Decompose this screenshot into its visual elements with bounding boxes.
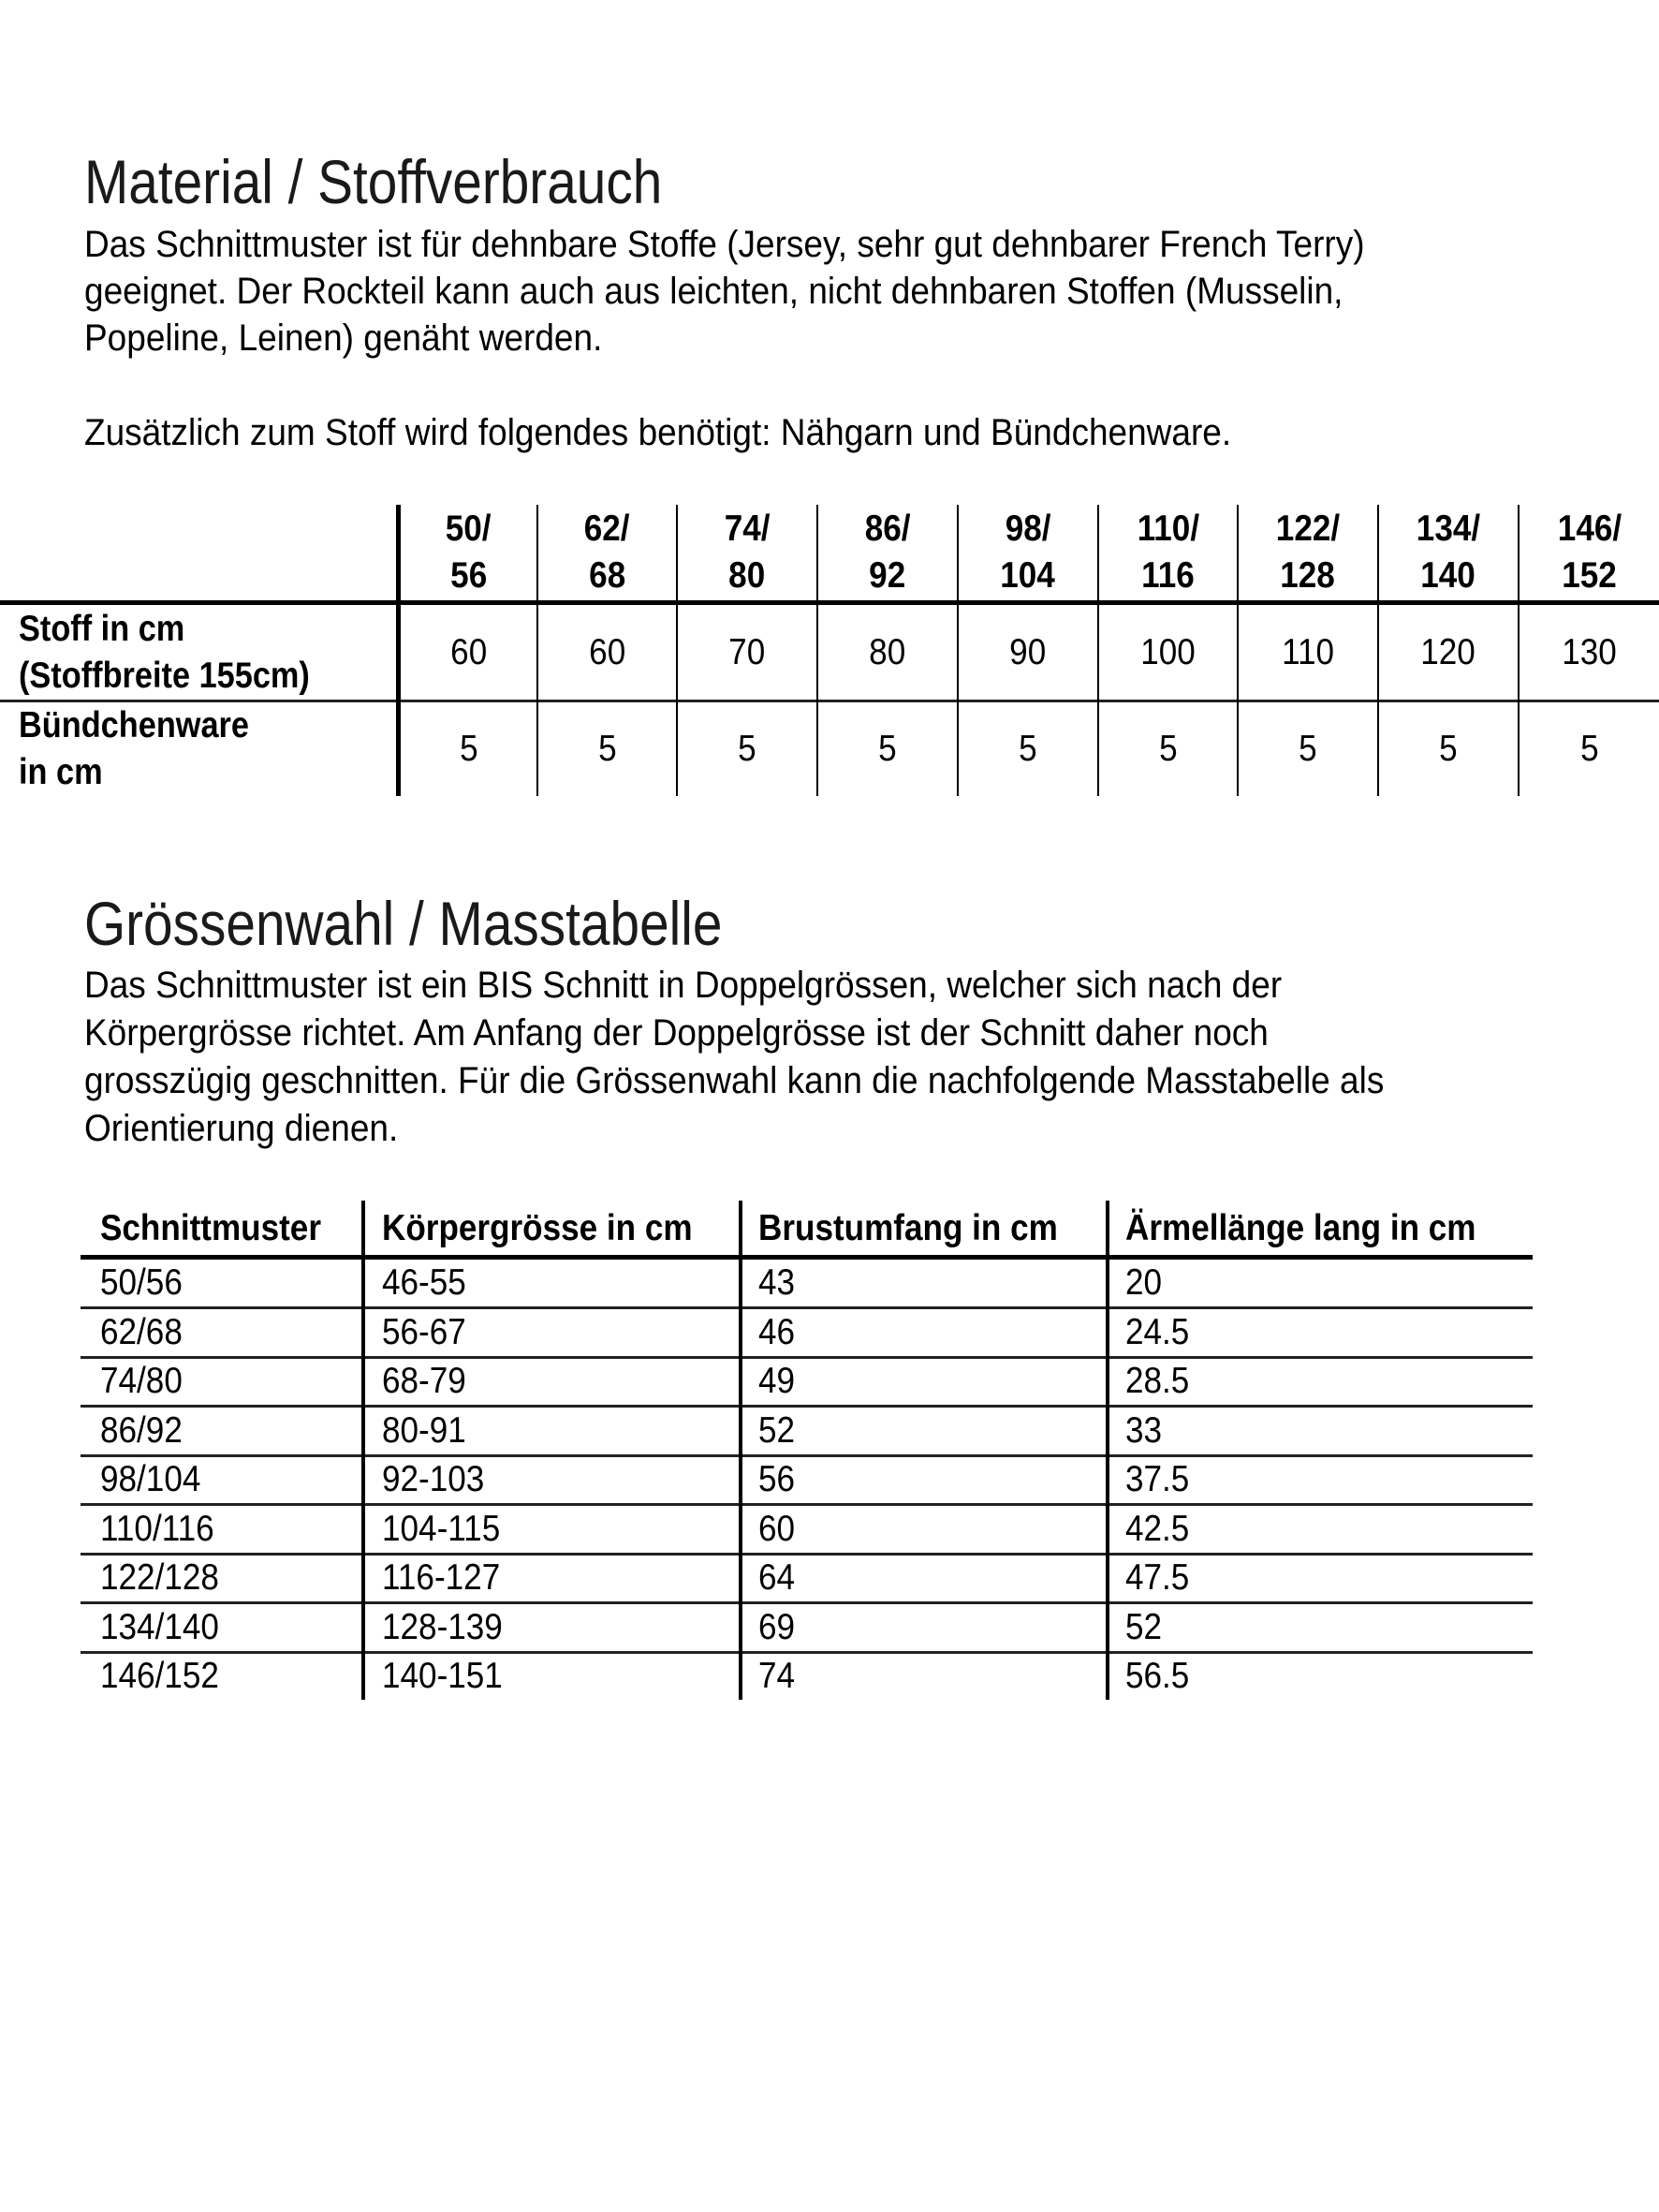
cell-chest [758,1555,799,1601]
cell-value: 5 [1579,729,1599,769]
size-header-bottom: 140 [1420,555,1476,596]
table-row [81,1408,1533,1457]
cell-value: 110 [1282,631,1334,672]
cell-value: 90 [1009,631,1047,672]
cell-chest [758,1604,799,1651]
paragraph-line [84,409,1325,456]
size-header-top: 50/ [446,509,492,549]
ribbing-value-cell [1379,702,1518,796]
cell-pattern-size [100,1309,192,1356]
fabric-value-cell [1239,605,1377,700]
cell-body-height [382,1260,476,1306]
ribbing-value-cell [1099,702,1237,796]
cell-value: 43 [758,1262,796,1303]
header-cell [382,1208,727,1255]
cell-pattern-size [100,1604,232,1651]
paragraph-line [84,962,1490,1010]
size-column-header [538,505,676,600]
size-chart-table [81,1201,1533,1700]
cell-value: 69 [758,1606,796,1647]
cell-value: 5 [1439,729,1458,769]
cell-value: 74 [758,1656,796,1696]
paragraph-line [84,221,1468,268]
cell-body-height [382,1653,516,1700]
header-pattern-size: Schnittmuster [100,1208,321,1248]
table-row [81,1604,1533,1654]
size-column-header [1379,505,1518,600]
cell-pattern-size [100,1555,232,1601]
size-header-top: 122/ [1275,509,1341,549]
cell-value: 86/92 [100,1409,183,1451]
paragraph-line [84,1010,1490,1057]
cell-value: 80 [869,631,906,672]
header-chest: Brustumfang in cm [758,1208,1058,1248]
cell-sleeve-length [1125,1260,1166,1306]
size-header-bottom: 116 [1141,555,1195,596]
cell-pattern-size [100,1506,227,1553]
ribbing-value-cell [959,702,1097,796]
cell-value: 42.5 [1125,1508,1190,1549]
cell-value: 140-151 [382,1656,503,1696]
cell-value: 128-139 [382,1606,503,1647]
ribbing-value-cell [1239,702,1377,796]
cell-value: 52 [758,1409,796,1451]
row-label-line: in cm [19,752,103,792]
cell-value: 80-91 [382,1409,466,1451]
cell-value: 5 [878,729,897,769]
cell-value: 110/116 [100,1508,214,1549]
table-row [81,1555,1533,1604]
cell-chest [758,1309,799,1356]
size-header-bottom: 128 [1280,555,1336,596]
paragraph-line-text: Orientierung dienen. [84,1108,399,1149]
cell-sleeve-length [1125,1653,1197,1700]
sizes-title-text: Grössenwahl / Masstabelle [84,889,723,958]
cell-pattern-size [100,1260,192,1306]
ribbing-value-cell [401,702,536,796]
size-header-top: 146/ [1557,509,1622,549]
paragraph-line [84,315,1468,361]
paragraph-line [84,268,1468,315]
cell-value: 146/152 [100,1656,219,1696]
cell-value: 60 [588,631,626,672]
row-label-line: Bündchenware [19,705,250,745]
column-divider [739,1201,742,1700]
cell-chest [758,1653,799,1700]
cell-pattern-size [100,1358,192,1405]
paragraph-line [84,1105,1490,1153]
cell-value: 37.5 [1125,1459,1190,1499]
paragraph-line-text: geeignet. Der Rockteil kann auch aus leichten, nicht dehnbaren Stoffen (Musselin, [84,271,1343,312]
size-column-header [1099,505,1237,600]
table-row [81,1260,1533,1309]
cell-chest [758,1506,799,1553]
fabric-value-cell [1379,605,1518,700]
cell-value: 60 [449,631,488,672]
size-chart-header-row [81,1201,1533,1260]
cell-value: 122/128 [100,1557,219,1598]
size-column-header [1239,505,1377,600]
size-column-header [959,505,1097,600]
cell-value: 5 [597,729,617,769]
header-cell [758,1208,1091,1255]
fabric-value-cell [678,605,816,700]
header-body-height: Körpergrösse in cm [382,1208,693,1248]
size-header-bottom: 92 [869,555,906,596]
cell-sleeve-length [1125,1456,1197,1503]
size-column-header [1520,505,1659,600]
cell-value: 100 [1140,631,1196,672]
row-label-ribbing [19,702,393,796]
size-header-top: 110/ [1137,509,1199,549]
cell-body-height [382,1408,476,1454]
cell-body-height [382,1358,476,1405]
cell-sleeve-length [1125,1358,1197,1405]
paragraph-line-text: Das Schnittmuster ist für dehnbare Stoffe (Jersey, sehr gut dehnbarer French Terry) [84,224,1365,265]
size-header-bottom: 152 [1562,555,1617,596]
cell-pattern-size [100,1456,212,1503]
size-header-top: 86/ [864,509,911,549]
fabric-value-cell [538,605,676,700]
size-column-header [818,505,957,600]
cell-sleeve-length [1125,1506,1197,1553]
ribbing-value-cell [818,702,957,796]
cell-value: 5 [459,729,478,769]
paragraph-line-text: grosszügig geschnitten. Für die Grössenwahl kann die nachfolgende Masstabelle als [84,1060,1385,1101]
cell-value: 68-79 [382,1361,466,1401]
size-header-top: 62/ [584,509,630,549]
paragraph-line-text: Popeline, Leinen) genäht werden. [84,317,603,359]
cell-chest [758,1260,799,1306]
cell-value: 50/56 [100,1262,183,1303]
cell-value: 134/140 [100,1606,219,1647]
cell-body-height [382,1604,516,1651]
ribbing-value-cell [1520,702,1659,796]
header-cell [100,1208,345,1255]
sizes-paragraph [84,962,1490,1153]
ribbing-value-cell [538,702,676,796]
cell-value: 33 [1125,1409,1163,1451]
table-row [81,1506,1533,1556]
cell-value: 64 [758,1557,796,1598]
material-additional-note [84,409,1325,456]
cell-value: 70 [728,631,766,672]
size-header-bottom: 68 [588,555,626,596]
fabric-value-cell [818,605,957,700]
cell-value: 56-67 [382,1311,466,1352]
cell-value: 47.5 [1125,1557,1190,1598]
cell-value: 60 [758,1508,796,1549]
row-label-line: (Stoffbreite 155cm) [19,655,310,696]
table-row [81,1653,1533,1700]
size-header-top: 74/ [724,509,771,549]
cell-chest [758,1408,799,1454]
additional-note-text: Zusätzlich zum Stoff wird folgendes benötigt: Nähgarn und Bündchenware. [84,412,1232,453]
cell-chest [758,1358,799,1405]
size-header-bottom: 56 [449,555,488,596]
cell-value: 5 [1019,729,1037,769]
header-cell [1125,1208,1515,1255]
material-paragraph [84,221,1468,361]
cell-sleeve-length [1125,1555,1197,1601]
sizes-title [84,886,826,961]
fabric-consumption-table [0,505,1659,796]
cell-sleeve-length [1125,1604,1166,1651]
cell-value: 46-55 [382,1262,466,1303]
size-header-bottom: 104 [1000,555,1056,596]
cell-value: 20 [1125,1262,1163,1303]
size-column-header [678,505,816,600]
material-title [84,144,756,219]
ribbing-value-cell [678,702,816,796]
cell-body-height [382,1555,513,1601]
fabric-value-cell [1520,605,1659,700]
cell-sleeve-length [1125,1309,1197,1356]
cell-value: 5 [1299,729,1317,769]
cell-value: 24.5 [1125,1311,1190,1352]
cell-value: 46 [758,1311,796,1352]
cell-value: 62/68 [100,1311,183,1352]
row-label-line: Stoff in cm [19,608,185,649]
cell-body-height [382,1309,476,1356]
cell-pattern-size [100,1408,192,1454]
cell-pattern-size [100,1653,232,1700]
paragraph-line [84,1057,1490,1105]
size-header-top: 134/ [1416,509,1481,549]
size-column-header [401,505,536,600]
fabric-value-cell [959,605,1097,700]
row-label-fabric [19,605,393,700]
cell-value: 98/104 [100,1459,201,1499]
paragraph-line-text: Das Schnittmuster ist ein BIS Schnitt in Doppelgrössen, welcher sich nach der [84,965,1283,1006]
cell-value: 120 [1420,631,1476,672]
cell-value: 56 [758,1459,796,1499]
cell-chest [758,1456,799,1503]
fabric-value-cell [401,605,536,700]
paragraph-line-text: Körpergrösse richtet. Am Anfang der Doppelgrösse ist der Schnitt daher noch [84,1012,1269,1054]
cell-value: 104-115 [382,1508,501,1549]
size-header-bottom: 80 [728,555,766,596]
fabric-value-cell [1099,605,1237,700]
column-divider [1106,1201,1109,1700]
cell-value: 49 [758,1361,796,1401]
cell-value: 116-127 [382,1557,501,1598]
cell-value: 74/80 [100,1361,183,1401]
header-sleeve-length: Ärmellänge lang in cm [1125,1208,1476,1248]
cell-body-height [382,1456,495,1503]
cell-body-height [382,1506,513,1553]
cell-sleeve-length [1125,1408,1166,1454]
cell-value: 52 [1125,1606,1163,1647]
table-row [81,1456,1533,1506]
cell-value: 5 [738,729,756,769]
material-title-text: Material / Stoffverbrauch [84,147,663,216]
column-divider [361,1201,365,1700]
cell-value: 130 [1562,631,1617,672]
cell-value: 28.5 [1125,1361,1190,1401]
table-row [81,1358,1533,1408]
cell-value: 56.5 [1125,1656,1190,1696]
cell-value: 92-103 [382,1459,485,1499]
cell-value: 5 [1158,729,1178,769]
table-row [81,1309,1533,1359]
size-header-top: 98/ [1005,509,1051,549]
